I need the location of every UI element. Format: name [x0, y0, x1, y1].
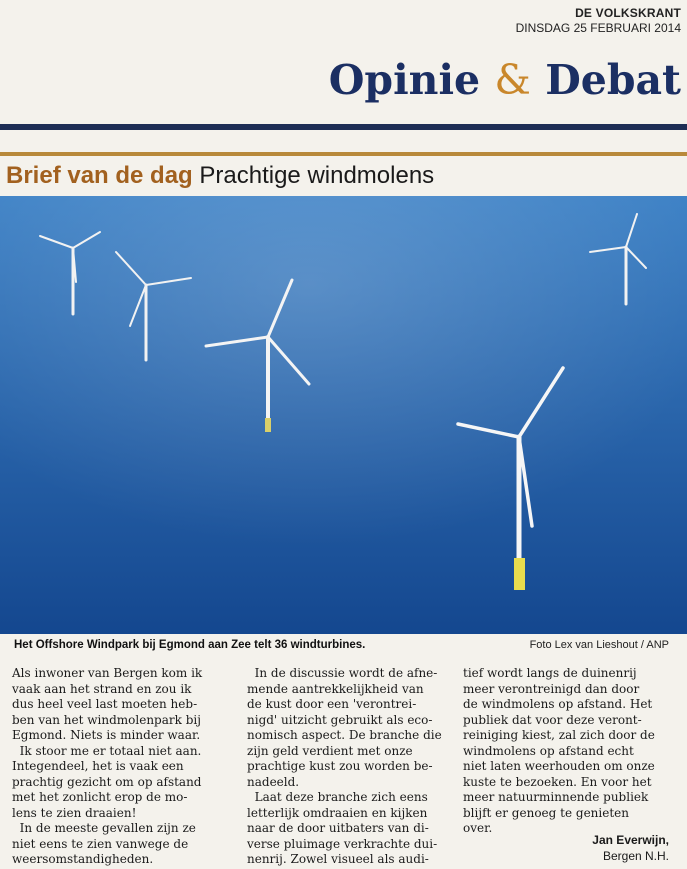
article-line: meer verontreinigd dan door: [463, 681, 640, 696]
article-line: meer natuurminnende publiek: [463, 790, 649, 804]
article-line: niet laten weerhouden om onze: [463, 759, 655, 773]
section-title-opinie: Opinie: [328, 56, 481, 104]
article-line: verse pluimage verkrachte dui-: [247, 836, 438, 851]
headline-title: Prachtige windmolens: [199, 162, 435, 189]
letter-author: Jan Everwijn,: [592, 833, 669, 847]
article-line: Als inwoner van Bergen kom ik: [12, 666, 203, 680]
article-line: dus heel veel last moeten heb-: [12, 697, 198, 711]
article-column-1: [12, 666, 226, 868]
article-line: In de discussie wordt de afne-: [247, 666, 438, 680]
article-column-3: [463, 666, 675, 837]
article-line: mende aantrekkelijkheid van: [247, 681, 424, 696]
article-line: Laat deze branche zich eens: [247, 790, 428, 804]
article-line: Egmond. Niets is minder waar.: [12, 728, 201, 742]
article-line: nigd' uitzicht gebruikt als eco-: [247, 712, 433, 727]
article-line: over.: [463, 821, 493, 835]
article-line: ben van het windmolenpark bij: [12, 712, 201, 727]
issue-date: DINSDAG 25 FEBRUARI 2014: [515, 21, 681, 35]
article-line: de kust door een 'verontrei-: [247, 697, 417, 711]
article-line: prachtige kust zou worden be-: [247, 759, 433, 773]
article-line: nomisch aspect. De branche die: [247, 728, 442, 742]
article-line: publiek dat voor deze veront-: [463, 712, 642, 727]
article-line: letterlijk omdraaien en kijken: [247, 805, 428, 820]
article-line: Ik stoor me er totaal niet aan.: [12, 743, 202, 758]
section-title-debat: Debat: [545, 56, 681, 104]
headline-kicker: Brief van de dag: [6, 162, 193, 189]
article-line: lens te zien draaien!: [12, 805, 137, 820]
newspaper-name: DE VOLKSKRANT: [575, 6, 681, 20]
article-line: zijn geld verdient met onze: [247, 743, 413, 758]
letter-author-place: Bergen N.H.: [602, 849, 669, 863]
header-rule: [0, 124, 687, 130]
article-line: weersomstandigheden.: [12, 852, 154, 866]
article-line: niet eens te zien vanwege de: [12, 836, 189, 851]
masthead: [516, 6, 681, 36]
article-line: naar de door uitbaters van di-: [247, 821, 429, 835]
article-line: nenrij. Zowel visueel als audi-: [247, 852, 429, 866]
article-line: de windmolens op afstand. Het: [463, 697, 653, 711]
article-line: met het zonlicht erop de mo-: [12, 790, 188, 804]
windpark-photo: [0, 196, 687, 634]
article-line: prachtig gezicht om op afstand: [12, 774, 202, 789]
article-line: blijft er genoeg te genieten: [463, 805, 629, 820]
article-line: windmolens op afstand echt: [463, 743, 634, 758]
article-line: kuste te bezoeken. En voor het: [463, 774, 652, 789]
article-line: tief wordt langs de duinenrij: [463, 666, 637, 680]
photo-caption: Het Offshore Windpark bij Egmond aan Zee telt 36 windturbines.: [14, 639, 366, 651]
article-line: nadeeld.: [247, 774, 300, 789]
article-headline: [6, 159, 434, 193]
article-line: In de meeste gevallen zijn ze: [12, 821, 196, 835]
section-title: [329, 54, 681, 106]
article-line: reiniging kiest, zal zich door de: [463, 728, 655, 742]
photo-credit: Foto Lex van Lieshout / ANP: [529, 639, 669, 651]
headline-rule: [0, 152, 687, 156]
article-line: Integendeel, het is vaak een: [12, 759, 184, 773]
article-line: vaak aan het strand en zou ik: [12, 681, 192, 696]
article-column-2: [247, 666, 459, 868]
section-title-ampersand: &: [494, 56, 531, 104]
